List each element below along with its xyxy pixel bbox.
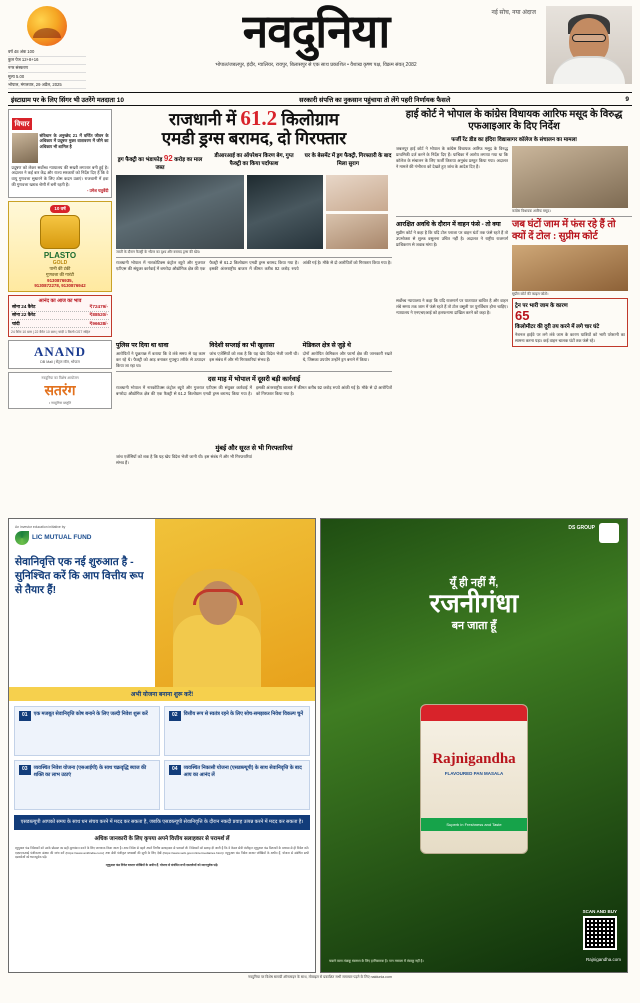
lic-point-number-2: 03 [19,765,31,775]
lic-point-text-3: व्यवस्थित निकासी योजना (एसडब्ल्यूपी) के साथ सेवानिवृत्ति के बाद आय का आनंद लें [183,764,302,779]
lead-sub-story-1-body: आरोपितों ने पूछताछ में बताया कि वे लंबे समय से यह काम कर रहे थे। फैक्ट्री को आड़ बनाकर गुपचुप तरीके से उत्पादन किया जा रहा था। [116,351,206,369]
toll-photo-caption: सुप्रीम कोर्ट की फाइल फोटो। [512,291,549,296]
lic-initiative-label: An investor education initiative by [15,524,66,529]
lead-sub-2-post: गिरफ्तारी के बाद मिला सुराग [337,153,392,167]
lic-point-card [14,706,160,756]
columnist-photo [12,133,38,163]
glasses-icon [572,34,606,42]
lead-photo-caption: जब्ती के दौरान फैक्ट्री के भीतर का दृश्य और बरामद ड्रग्स की खेप। [116,250,201,255]
lead-headline-post: किलोग्राम [277,110,339,129]
rates-note: 24 कैरेट 10 ग्राम | 22 कैरेट 10 ग्राम | चांदी 1 किलो GST सहित [11,330,91,335]
page-footer: नवदुनिया पर विशेष सामग्री ऑनलाइन के साथ, मोबाइल से प्रकाशित सभी समाचार पढ़ने के लिए naidunia.com [248,974,392,979]
masthead-left-info [8,6,86,89]
opinion-body: प्रदूषण को लेकर सर्वोच्च न्यायालय की सख्ती लगातार बनी हुई है। अदालत ने कई बार केंद्र और राज्य सरकारों को निर्देश दिए हैं कि वे वायु गुणवत्ता सुधारने के लिए ठोस कदम उठाएं। राजधानी में हवा की गुणवत्ता खराब श्रेणी में बनी रहती है। [11,164,109,188]
rajni-line2: रजनीगंधा [429,588,519,618]
rajni-brand-sub: FLAVOURED PAN MASALA [444,770,504,776]
toll-body: सर्वोच्च न्यायालय ने कहा कि यदि राजमार्ग पर यातायात बाधित है और वाहन लंबे समय तक जाम में फंसे रहते हैं तो टोल वसूली पर पुनर्विचार होना चाहिए। न्यायालय ने एनएचएआई को हलफनामा दाखिल करने को कहा है। [396,298,508,316]
lic-point-card [164,706,310,756]
lic-footer: म्यूचुअल फंड निवेश बाजार जोखिमों के अधीन हैं, योजना से संबंधित सभी दस्तावेजों को ध्यानपूर्वक पढ़ें। [105,863,219,868]
lead-sub-story-3-body: दोनों आरोपित केमिकल और फार्मा क्षेत्र की जानकारी रखते थे, जिसका उपयोग उन्होंने ड्रग बनाने में किया। [302,351,392,363]
lead-sub-1-post: किरण बेग, गुप्त फैक्ट्री का किया पर्दाफाश [229,153,294,167]
lead-band-2: मुंबई और सूरत से भी गिरफ्तारियां [215,444,293,452]
lead-story-column [116,106,392,514]
opinion-author: - उमेश चतुर्वेदी [86,188,109,194]
rajni-headline [321,575,627,633]
side-head-2: किलोमीटर की दूरी तय करने में लगे चार घंटे [515,324,600,331]
ad-satrang[interactable] [8,372,112,409]
lead-sub-story-2-head: विदेशी सप्लाई का भी खुलासा [209,342,275,350]
rajni-line1: यूँ ही नहीं मैं, [449,576,499,589]
right-mid-head: आरक्षित अवधि के दौरान में वाहन फंसे - तो क्या [396,220,501,228]
lic-point-card [14,760,160,810]
masthead [8,6,632,90]
lead-sub-story-1-head: पुलिस पर दिया था धावा [116,342,169,350]
ad-rajnigandha[interactable] [320,518,628,973]
lic-badge: अभी योजना बनाना शुरू करें! [9,687,315,701]
ad-lic-mutual-fund[interactable] [8,518,316,973]
right-top-headline: हाई कोर्ट ने भोपाल के कांग्रेस विधायक आरिफ मसूद के विरुद्ध एफआइआर के दिए निर्देश [405,109,623,132]
lic-photo [155,519,315,687]
masthead-portrait [546,6,632,84]
lead-headline-pre: राजधानी में [169,110,241,129]
portrait-photo [546,6,632,84]
water-tank-icon [40,215,80,249]
headphones-icon [193,589,243,605]
scan-label: SCAN AND BUY [582,908,617,914]
anand-sub: DB Mall | सेंट्रल मॉल, भोपाल [40,360,80,365]
lic-person-shirt [173,615,261,687]
lead-photo-row [116,175,392,249]
rate-value-1: ₹88520/- [89,312,108,318]
rajni-statutory-note: चबाने वाला तंबाकू स्वास्थ्य के लिए हानिकारक है। पान मसाला में तंबाकू नहीं है। [329,959,424,964]
rate-label-1: सोना 22 कैरेट [12,312,36,318]
lic-strip-text: एसडब्ल्यूपी आपको समय के साथ धन संचय करने में मदद कर सकता है, जबकि एसडब्ल्यूपी सेवानिवृत्ति के दौरान नकदी प्रवाह उत्पन्न करने में मदद कर सकता है। [14,815,310,831]
ad-plasto[interactable] [8,201,112,292]
lic-point-number-0: 01 [19,711,31,721]
opinion-title: संविधान के अनुच्छेद 21 में वर्णित जीवन के अधिकार में प्रदूषण मुक्त वातावरण में जीने का अधिकार भी शामिल है [39,132,109,150]
sun-logo-icon [27,6,67,46]
edition-line-3: मूल्य 5.00 [8,73,86,81]
side-highlight-number: 65 [515,308,530,324]
lead-photo-lab [116,175,244,249]
toll-headline: जब घंटों जाम में फंस रहे हैं तो क्यों दें टोल : सुप्रीम कोर्ट [512,218,616,242]
portrait-body [553,56,625,84]
top-strip [8,92,632,106]
edition-line-1: कुल पेज 12+8+16 [8,57,86,65]
lead-sub-1-pre: डीआरआई का ऑपरेशन [214,153,263,159]
lead-subsections [116,340,392,369]
plasto-phone1: 9130876935, [47,277,73,283]
newspaper-title: नवदुनिया [242,6,390,57]
lead-band-1-body: राजधानी भोपाल में नारकोटिक्स कंट्रोल ब्यूरो और गुजरात एटीएस की संयुक्त कार्रवाई में बगरोदा औद्योगिक क्षेत्र की एक फैक्ट्री से 61.2 किलोग्राम एमडी ड्रग्स बरामद किया गया है। इसकी अंतरराष्ट्रीय बाजार में कीमत करीब 92 करोड़ रुपये आंकी गई है। मौके से दो आरोपितों को गिरफ्तार किया गया है। [116,384,392,396]
side-body: नेशनल हाईवे पर लगे लंबे जाम के कारण यात्रियों को भारी परेशानी का सामना करना पड़ा। कई वाहन चालक घंटों तक फंसे रहे। [515,332,625,344]
plasto-line2: गुणवत्ता की गारंटी [46,271,74,277]
rate-value-2: ₹96628/- [89,320,108,326]
lead-headline-number: 61.2 [240,106,278,130]
lead-photo-accused [326,214,388,249]
masthead-subline: भोपाल/जबलपुर, इंदौर, ग्वालियर, रायपुर, बिलासपुर से एक साथ प्रकाशित • वैशाख कृष्ण पक्ष, विक्रम संवत् 2082 [215,62,417,68]
ad-anand[interactable] [8,340,112,369]
qr-code-icon[interactable] [583,916,617,950]
masthead-tagline: नई सोच, नया अंदाज [491,10,536,16]
lic-headline: सेवानिवृत्ति एक नई शुरुआत है - सुनिश्चित करें कि आप वित्तीय रूप से तैयार हैं! [15,555,144,596]
lead-band-2-body: जांच एजेंसियों को शक है कि यह खेप विदेश भेजी जानी थी। इस संबंध में और भी गिरफ्तारियां संभव हैं। [116,453,252,465]
edition-line-4: भोपाल, मंगलवार, 29 अप्रैल, 2025 [8,81,86,89]
strip-page-number: 9 [625,95,629,103]
tin-lid [421,705,527,721]
main-grid [8,106,632,514]
lic-point-text-1: वित्तीय रूप से स्वतंत्र रहने के लिए सोच-समझकर निवेश विकल्प चुनें [183,710,304,717]
rajni-line3: बन जाता हूँ [451,619,497,632]
opinion-header: विचार [12,118,33,130]
rate-row [11,312,109,320]
rate-label-2: चांदी [12,320,20,326]
lead-sub-0-hl: 92 [163,154,173,163]
anand-brand: ANAND [34,344,86,360]
lead-sub-0 [116,153,204,172]
lead-photo-drums [247,175,323,249]
lic-point-number-1: 02 [169,711,181,721]
rajni-brand: Rajnigandha [432,750,516,767]
right-bottom-row [396,298,632,347]
plasto-phone2: 9130872278, 9130876942 [34,282,86,288]
rate-row [11,320,109,328]
lead-sub-story-2-body: जांच एजेंसियों को शक है कि यह खेप विदेश भेजी जानी थी। इस संबंध में और भी गिरफ्तारियां संभव हैं। [209,351,299,363]
supreme-court-photo [512,245,628,291]
right-top-photo-caption: कांग्रेस विधायक आरिफ मसूद। [512,209,551,213]
lead-sub-story-3-head: मेडिकल क्षेत्र से जुड़े थे [302,342,351,350]
plasto-sub: GOLD [52,259,68,266]
ds-group-logo-icon [599,523,619,543]
right-top-subhead: फर्जी रेंट डीड का इंदिरा विद्यासागर कॉलेज के संचालन का मामला [451,137,577,143]
lead-sub-2-pre: घर के बेसमेंट में ड्रग फैक्ट्री, [304,153,359,159]
lic-lotus-icon [15,531,29,545]
right-top-body: जबलपुर हाई कोर्ट ने भोपाल के कांग्रेस विधायक आरिफ मसूद के विरुद्ध प्राथमिकी दर्ज करने के निर्देश दिए हैं। याचिका में आरोप लगाया गया था कि कॉलेज के संचालन के लिए फर्जी किराया अनुबंध प्रस्तुत किया गया। अदालत ने मामले की गंभीरता को देखते हुए जांच के आदेश दिए हैं। [396,146,508,169]
lead-body-text: राजधानी भोपाल में नारकोटिक्स कंट्रोल ब्यूरो और गुजरात एटीएस की संयुक्त कार्रवाई में बगरोदा औद्योगिक क्षेत्र की एक फैक्ट्री से 61.2 किलोग्राम एमडी ड्रग्स बरामद किया गया है। इसकी अंतरराष्ट्रीय बाजार में कीमत करीब 92 करोड़ रुपये आंकी गई है। मौके से दो आरोपितों को गिरफ्तार किया गया है। [116,260,392,271]
bottom-ads [8,518,632,973]
lic-disclaimer: म्यूचुअल फंड निवेशकों को उनके प्रोडक्ट का सही मूल्यांकन करने के लिए जागरूक किया जाता है। आप निवेश से पहले अपने वित्तीय सलाहकार से परामर्श लें। निवेशकों को सलाह दी जाती है कि वे केवल सेबी पंजीकृत म्यूचुअल फंड वितरकों के माध्यम से ही निवेश करें। एएमएफआई पंजीकरण संख्या की जांच करें (https://www.amfiindia.com/) तथा सेबी पंजीकृत मध्यस्थों की सूची के लिए देखें (https://www.sebi.gov.in/intermediaries.html)। म्यूचुअल फंड निवेश बाजार जोखिमों के अधीन हैं, योजना से संबंधित सभी दस्तावेजों को ध्यानपूर्वक पढ़ें। [15,846,309,860]
rates-title: आनंद का आज का भाव [38,297,82,304]
lic-point-card [164,760,310,810]
lic-brand: LIC MUTUAL FUND [32,534,92,542]
right-mid-body: सुप्रीम कोर्ट ने कहा है कि यदि टोल प्लाजा पर वाहन घंटों तक फंसे रहते हैं तो उपभोक्ता से शुल्क वसूलना उचित नहीं है। अदालत ने राष्ट्रीय राजमार्ग प्राधिकरण से जवाब मांगा है। [396,230,508,247]
product-tin [420,704,528,854]
satrang-sub: नवदुनिया का विशेष आयोजन [41,376,79,381]
lead-headline-line2: एमडी ड्रग्स बरामद, दो गिरफ्तार [161,129,347,148]
lead-sub-2 [304,153,392,172]
opinion-box [8,109,112,198]
lead-sub-0-pre: ड्रग फैक्ट्री का भंडाफोड़ [117,157,164,163]
lead-headline [116,106,392,148]
edition-line-0: वर्ष 48 अंक 100 [8,49,86,57]
lic-point-number-3: 04 [169,765,181,775]
right-column [396,109,632,514]
strip-right-text: सरकारी संपत्ति का नुकसान पहुंचाया तो लेंगे पहरी निर्णायक फैसले [299,96,451,104]
plasto-badge: 10 वर्ष [50,205,69,213]
lic-cta[interactable]: अधिक जानकारी के लिए कृपया अपने वित्तीय सलाहकार से परामर्श लें [94,836,230,843]
lic-points-grid [9,701,315,815]
rate-value-0: ₹72479/- [89,304,108,310]
right-mid-row [396,219,632,297]
rajni-band: Superb in Freshness and Taste [421,818,527,831]
edition-line-2: नगर संस्करण [8,65,86,73]
rate-row [11,304,109,312]
lead-sub-0-post: करोड़ का माल जब्त [155,157,203,171]
plasto-line1: पानी की टंकी [49,265,71,271]
ds-group-label: DS GROUP [568,524,595,531]
satrang-line: • नवदुनिया प्रस्तुति [48,401,72,406]
rate-label-0: सोना 24 कैरेट [12,304,36,310]
gold-rates-box [8,295,112,338]
plasto-brand: PLASTO [43,250,77,260]
lead-subheads [116,151,392,172]
right-top-photo [512,146,628,208]
lic-point-text-0: एक मजबूत सेवानिवृत्ति कोष बनाने के लिए जल्दी निवेश शुरू करें [33,710,148,717]
masthead-center [92,6,540,68]
right-top-body-row [396,146,632,214]
satrang-brand: सतरंग [44,384,76,400]
lead-band-1: दस माह में भोपाल में दूसरी बड़ी कार्रवाई [207,375,301,383]
lic-point-text-2: व्यवस्थित निवेश योजना (एसआईपी) के साथ चक्रवृद्धि ब्याज की शक्ति का लाभ उठाएं [33,764,147,779]
strip-left-text: इंस्टाग्राम पर के लिए सिंगर भी उतरेंगे मतदाता 10 [11,96,124,104]
lead-sub-1 [210,153,298,172]
lead-photo-hand [326,175,388,211]
rajni-url[interactable]: Rajnigandha.com [585,956,621,962]
side-head-1: ट्रेन पर भारी जाम के कारण [515,303,568,310]
left-rail [8,109,112,514]
